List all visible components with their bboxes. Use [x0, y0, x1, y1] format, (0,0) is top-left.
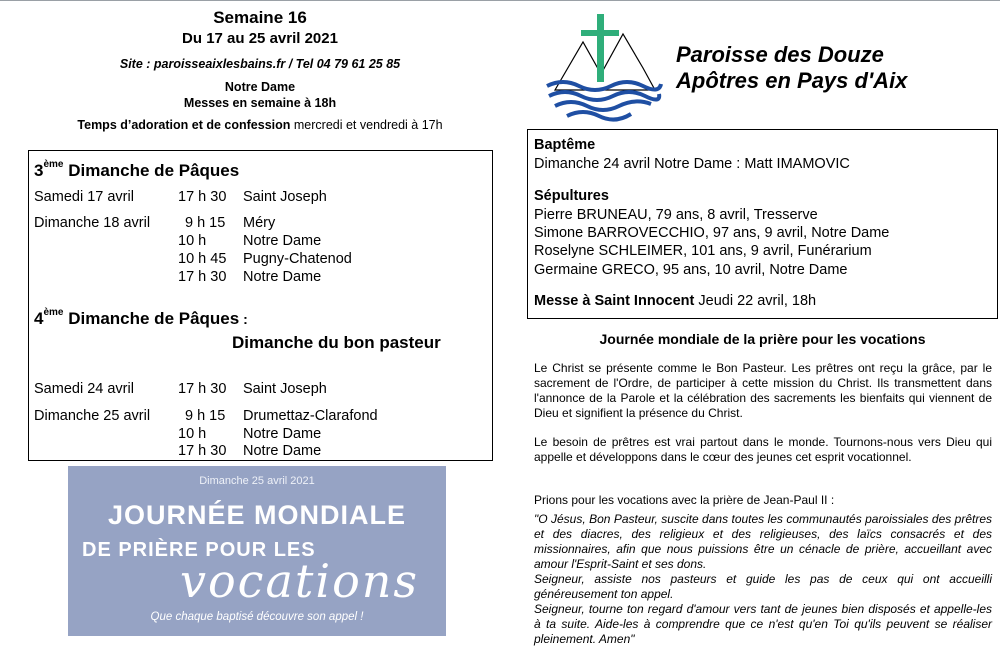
article-paragraph-2: Le besoin de prêtres est vrai partout dans le monde. Tournons-nous vers Dieu qui appelle et développons dans le cœur des jeunes cet esprit vocationnel.: [534, 435, 992, 464]
sunday3-ordinal: 3: [34, 161, 44, 180]
article-title: Journée mondiale de la prière pour les vocations: [599, 331, 926, 347]
church-name: Notre Dame: [224, 80, 296, 94]
mass-place: Notre Dame: [243, 233, 322, 249]
site-contact: Site : paroisseaixlesbains.fr / Tel 04 79 61 25 85: [119, 57, 401, 71]
prayer-paragraph: "O Jésus, Bon Pasteur, suscite dans toutes les communautés paroissiales des prêtres et des diacres, des religieux et des religieuses, des laïcs consacrés et des missionnaires, afin que nous puissions être un cénacle de prière, accueillant avec amour l'Esprit-Saint et ses dons.: [534, 512, 992, 571]
mass-time: 17 h 30: [178, 443, 227, 459]
mass-time: 9 h 15: [185, 408, 226, 424]
sunday4-subtitle: Dimanche du bon pasteur: [232, 333, 441, 352]
funeral-item: Roselyne SCHLEIMER, 101 ans, 9 avril, Funérarium: [534, 243, 872, 259]
sat17-day: Samedi 17 avril: [34, 189, 134, 205]
mass-place: Méry: [243, 215, 276, 231]
mass-time: 10 h: [178, 426, 207, 442]
sunday3-heading: [34, 161, 239, 181]
week-title: Semaine 16: [213, 8, 307, 27]
saint-innocent-title: Messe à Saint Innocent: [534, 293, 695, 309]
baptism-text: Dimanche 24 avril Notre Dame : Matt IMAMOVIC: [534, 156, 850, 172]
banner-vocations: vocations: [180, 554, 419, 608]
prayer-paragraph: Seigneur, tourne ton regard d'amour vers tant de jeunes bien disposés et appelle-les à ta suite. Aide-les à comprendre que ce n'est qu'en Toi qu'ils peuvent se réaliser pleinement. Amen": [534, 602, 992, 646]
sunday3-title: Dimanche de Pâques: [63, 161, 240, 180]
funeral-item: Germaine GRECO, 95 ans, 10 avril, Notre Dame: [534, 262, 848, 278]
boat-cross-icon: [543, 12, 663, 122]
banner-date: Dimanche 25 avril 2021: [199, 475, 315, 487]
sunday4-heading: [34, 309, 248, 329]
funeral-item: Pierre BRUNEAU, 79 ans, 8 avril, Tresserve: [534, 207, 818, 223]
article-paragraph-3: Prions pour les vocations avec la prière de Jean-Paul II :: [534, 493, 835, 507]
sat24-place: Saint Joseph: [243, 381, 327, 397]
mass-place: Pugny-Chatenod: [243, 251, 352, 267]
sat24-time: 17 h 30: [178, 381, 227, 397]
parish-name-line2: Apôtres en Pays d'Aix: [676, 68, 908, 93]
mass-place: Notre Dame: [243, 443, 322, 459]
banner-line1: JOURNÉE MONDIALE: [107, 500, 407, 530]
mass-place: Notre Dame: [243, 269, 322, 285]
mass-time: 10 h 45: [178, 251, 227, 267]
adoration-times: mercredi et vendredi à 17h: [290, 118, 443, 132]
saint-innocent-mass: [534, 293, 816, 309]
mass-place: Notre Dame: [243, 426, 322, 442]
jean-paul-prayer: [534, 512, 992, 647]
sat17-place: Saint Joseph: [243, 189, 327, 205]
sat24-day: Samedi 24 avril: [34, 381, 134, 397]
parish-name-line1: Paroisse des Douze: [676, 42, 884, 67]
mass-time: 10 h: [178, 233, 207, 249]
saint-innocent-date: Jeudi 22 avril, 18h: [694, 293, 817, 309]
vocations-banner: [68, 466, 446, 636]
mass-time: 17 h 30: [178, 269, 227, 285]
weekday-masses: Messes en semaine à 18h: [183, 96, 337, 110]
adoration-line: [0, 118, 520, 132]
sunday4-suffix: :: [239, 311, 248, 327]
banner-line2: DE PRIÈRE POUR LES: [82, 539, 316, 561]
sunday4-ordinal: 4: [34, 309, 44, 328]
sun25-day: Dimanche 25 avril: [34, 408, 151, 424]
adoration-label: Temps d’adoration et de confession: [77, 118, 291, 132]
banner-tagline: Que chaque baptisé découvre son appel !: [150, 611, 364, 623]
article-paragraph-1: Le Christ se présente comme le Bon Pasteur. Les prêtres ont reçu la grâce, par le sacrement de l'Ordre, de participer à cette mission du Christ. Ils transmettent dans l'annonce de la Parole et la célébration des sacrements les bienfaits qui viennent de Dieu et signifient la présence du Christ.: [534, 361, 992, 420]
parish-logo: [543, 12, 663, 122]
funeral-item: Simone BARROVECCHIO, 97 ans, 9 avril, Notre Dame: [534, 225, 890, 241]
mass-time: 9 h 15: [185, 215, 226, 231]
prayer-paragraph: Seigneur, assiste nos pasteurs et guide les pas de ceux qui ont accueilli généreusement ton appel.: [534, 572, 992, 601]
sunday4-sup: ème: [43, 307, 64, 318]
funerals-title: Sépultures: [534, 188, 609, 204]
week-dates: Du 17 au 25 avril 2021: [182, 30, 338, 47]
sat17-time: 17 h 30: [178, 189, 227, 205]
sunday3-sup: ème: [43, 159, 64, 170]
sunday4-title: Dimanche de Pâques: [63, 309, 240, 328]
baptism-title: Baptême: [534, 137, 596, 153]
sun18-day: Dimanche 18 avril: [34, 215, 151, 231]
mass-place: Drumettaz-Clarafond: [243, 408, 378, 424]
top-divider: [0, 0, 1000, 1]
